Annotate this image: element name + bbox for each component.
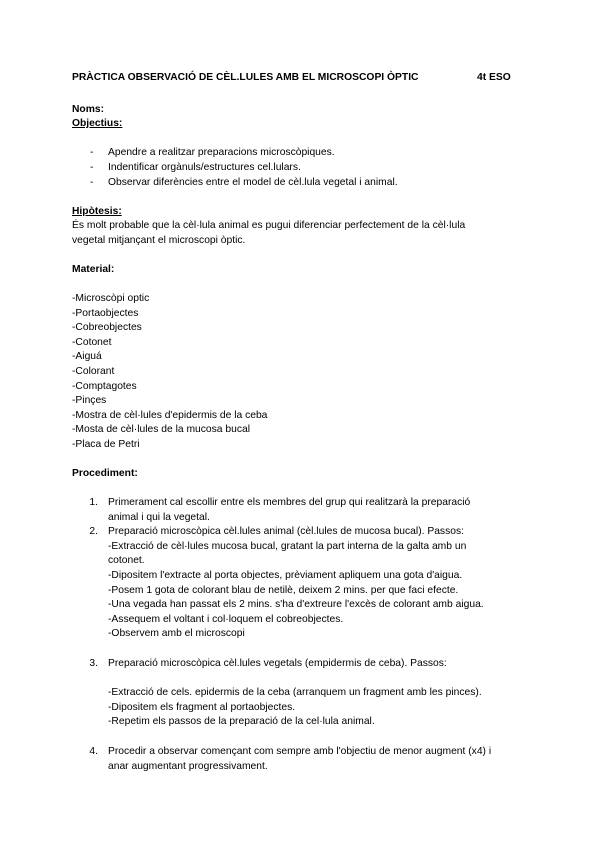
step-line: -Posem 1 gota de colorant blau de netilè, deixem 2 mins. per que faci efecte.	[108, 585, 459, 596]
bullet-dash: -	[90, 147, 94, 158]
hipotesis-line: vegetal mitjançant el microscopi òptic.	[72, 235, 246, 246]
step-number: 3.	[89, 658, 98, 669]
step-line: -Assequem el voltant i col·loquem el cobreobjectes.	[108, 614, 344, 625]
objectiu-item: Observar diferències entre el model de cèl.lula vegetal i animal.	[108, 177, 398, 188]
step-line: -Una vegada han passat els 2 mins. s'ha d'extreure l'excès de colorant amb aigua.	[108, 599, 484, 610]
material-item: -Placa de Petri	[72, 439, 140, 450]
bullet-dash: -	[90, 162, 94, 173]
hipotesis-heading: Hipòtesis:	[72, 206, 122, 217]
step-line: -Observem amb el microscopi	[108, 628, 245, 639]
step-line: Primerament cal escollir entre els membres del grup qui realitzarà la preparació	[108, 497, 471, 508]
step-number: 2.	[89, 526, 98, 537]
step-line: Procedir a observar començant com sempre amb l'objectiu de menor augment (x4) i	[108, 746, 492, 757]
material-item: -Colorant	[72, 366, 115, 377]
material-item: -Pinçes	[72, 395, 107, 406]
step-line: -Dipositem l'extracte al porta objectes, prèviament apliquem una gota d'aigua.	[108, 570, 463, 581]
course-label: 4t ESO	[477, 72, 511, 83]
bullet-dash: -	[90, 177, 94, 188]
objectiu-item: Indentificar orgànuls/estructures cel.lulars.	[108, 162, 301, 173]
material-item: -Portaobjectes	[72, 308, 139, 319]
step-line: anar augmentant progressivament.	[108, 761, 268, 772]
material-item: -Comptagotes	[72, 381, 137, 392]
step-line: -Extracció de cels. epidermis de la ceba (arranquem un fragment amb les pinces).	[108, 687, 482, 698]
material-item: -Microscòpi optic	[72, 293, 150, 304]
noms-label: Noms:	[72, 104, 105, 115]
step-line: -Dipositem els fragment al portaobjectes.	[108, 702, 296, 713]
step-line: -Repetim els passos de la preparació de la cel·lula animal.	[108, 716, 375, 727]
step-line: cotonet.	[108, 555, 145, 566]
material-item: -Aiguá	[72, 351, 102, 362]
hipotesis-line: És molt probable que la cèl·lula animal es pugui diferenciar perfectement de la cèl·lula	[72, 220, 466, 231]
step-line: Preparació microscòpica cèl.lules animal (cèl.lules de mucosa bucal). Passos:	[108, 526, 464, 537]
step-line: Preparació microscòpica cèl.lules vegetals (empidermis de ceba). Passos:	[108, 658, 447, 669]
step-number: 1.	[89, 497, 98, 508]
document-title: PRÀCTICA OBSERVACIÓ DE CÈL.LULES AMB EL MICROSCOPI ÒPTIC	[72, 72, 419, 83]
material-item: -Mosta de cèl·lules de la mucosa bucal	[72, 424, 250, 435]
material-item: -Mostra de cèl·lules d'epidermis de la ceba	[72, 410, 268, 421]
material-item: -Cotonet	[72, 337, 112, 348]
material-item: -Cobreobjectes	[72, 322, 142, 333]
objectius-heading: Objectius:	[72, 118, 123, 129]
step-line: animal i qui la vegetal.	[108, 512, 210, 523]
step-number: 4.	[89, 746, 98, 757]
procediment-heading: Procediment:	[72, 468, 138, 479]
objectiu-item: Apendre a realitzar preparacions microscòpiques.	[108, 147, 335, 158]
step-line: -Extracció de cèl·lules mucosa bucal, gratant la part interna de la galta amb un	[108, 541, 467, 552]
material-heading: Material:	[72, 264, 115, 275]
